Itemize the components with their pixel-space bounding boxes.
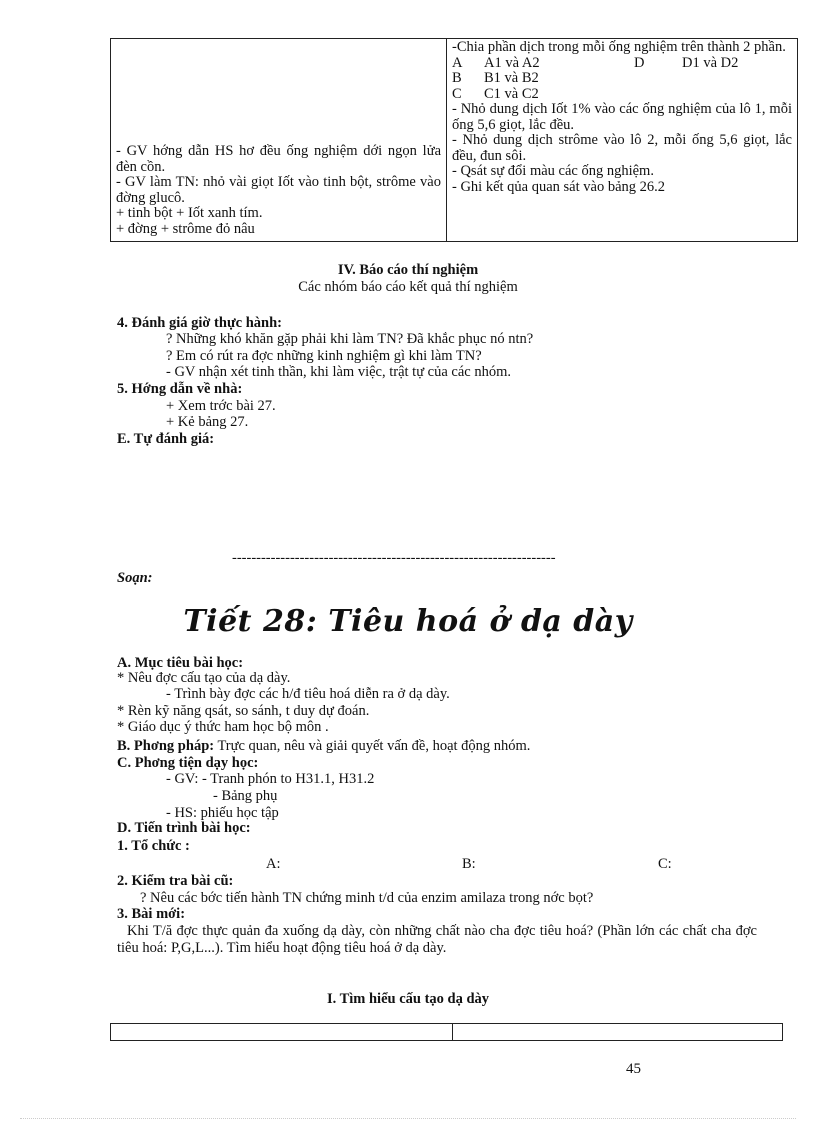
phuong-tien-heading: C. Phơng tiện dạy học:	[117, 755, 259, 771]
group-value: A1 và A2	[484, 54, 540, 71]
group-value: B1 và B2	[484, 70, 539, 86]
left-line-3: + tinh bột + Iốt xanh tím.	[116, 205, 263, 221]
tien-trinh-heading: D. Tiến trình bài học:	[117, 820, 251, 836]
bottom-table	[110, 1023, 783, 1041]
kiem-tra-heading: 2. Kiểm tra bài cũ:	[117, 873, 234, 889]
section-iv-heading: IV. Báo cáo thí nghiệm	[337, 262, 479, 278]
group-value: D1 và D2	[682, 54, 739, 71]
to-chuc-heading: 1. Tổ chức :	[117, 838, 190, 854]
to-chuc-a: A:	[266, 856, 281, 872]
danh-gia-line-1: ? Những khó khăn gặp phải khi làm TN? Đã khắc phục nó ntn?	[166, 331, 534, 347]
right-step-4: - Ghi kết qủa quan sát vào bảng 26.2	[452, 178, 666, 195]
right-step-3: - Qsát sự đổi màu các ống nghiệm.	[452, 163, 654, 179]
phuong-phap-text: Trực quan, nêu và giải quyết vấn đề, hoạt động nhóm.	[214, 738, 531, 754]
danh-gia-line-3: - GV nhận xét tinh thần, khi làm việc, trật tự của các nhóm.	[166, 364, 512, 380]
group-value: C1 và C2	[484, 85, 539, 102]
group-label: C	[452, 85, 462, 102]
section-i-heading: I. Tìm hiểu cấu tạo dạ dày	[326, 991, 490, 1007]
group-label: D	[634, 54, 645, 71]
bai-moi-heading: 3. Bài mới:	[117, 906, 186, 922]
kiem-tra-text: ? Nêu các bớc tiến hành TN chứng minh t/d của enzim amilaza trong nớc bọt?	[140, 890, 594, 906]
tu-danh-gia-heading: E. Tự đánh giá:	[117, 431, 215, 447]
danh-gia-line-2: ? Em có rút ra đợc những kinh nghiệm gì khi làm TN?	[166, 348, 482, 364]
section-iv-sub: Các nhóm báo cáo kết quả thí nghiệm	[298, 279, 518, 295]
group-row-a	[452, 56, 792, 72]
right-step-1: - Nhỏ dung dịch Iốt 1% vào các ống nghiệm của lô 1, mỗi ống 5,6 giọt, lắc đều.	[452, 101, 792, 133]
lesson-title: Tiết 28: Tiêu hoá ở dạ dày	[183, 604, 633, 639]
table-divider	[452, 1024, 453, 1040]
soan-label: Soạn:	[117, 570, 153, 586]
right-intro: -Chia phần dịch trong mỗi ống nghiệm trên thành 2 phần.	[452, 39, 786, 55]
left-line-2: - GV làm TN: nhỏ vài giọt Iốt vào tinh bột, strôme vào đờng glucô.	[116, 174, 441, 206]
muc-tieu-line-2: - Trình bày đợc các h/đ tiêu hoá diễn ra ở dạ dày.	[166, 686, 450, 702]
huong-dan-line-1: + Xem trớc bài 27.	[166, 398, 276, 414]
phuong-tien-bang: - Bảng phụ	[213, 788, 278, 804]
top-table	[110, 38, 798, 242]
phuong-phap-heading: B. Phơng pháp:	[117, 738, 215, 754]
muc-tieu-line-3: * Rèn kỹ năng qsát, so sánh, t duy dự đoán.	[117, 703, 370, 719]
bai-moi-text: Khi T/ă đợc thực quản đa xuống dạ dày, còn những chất nào cha đợc tiêu hoá? (Phần lớn các chất cha đợc tiêu hoá: P,G,L...). Tìm hiểu hoạt động tiêu hoá ở dạ dày.	[117, 923, 757, 956]
muc-tieu-line-4: * Giáo dục ý thức ham học bộ môn .	[117, 719, 329, 735]
huong-dan-line-2: + Kẻ bảng 27.	[166, 414, 249, 430]
left-line-1: - GV hớng dẫn HS hơ đều ống nghiệm dới ngọn lửa đèn cồn.	[116, 143, 441, 175]
right-step-2: - Nhỏ dung dịch strôme vào lô 2, mỗi ống 5,6 giọt, lắc đều, đun sôi.	[452, 132, 792, 164]
group-row-c	[452, 87, 792, 103]
huong-dan-heading: 5. Hớng dẫn về nhà:	[117, 381, 243, 397]
muc-tieu-line-1: * Nêu đợc cấu tạo của dạ dày.	[117, 670, 291, 686]
table-cell-right	[447, 39, 798, 242]
to-chuc-c: C:	[658, 856, 672, 872]
divider: -------------------------------------------------------------------	[232, 550, 556, 566]
footer-line	[20, 1118, 796, 1119]
muc-tieu-heading: A. Mục tiêu bài học:	[117, 655, 244, 671]
danh-gia-heading: 4. Đánh giá giờ thực hành:	[117, 315, 282, 331]
group-label: B	[452, 70, 462, 86]
page-number: 45	[626, 1061, 641, 1077]
group-label: A	[452, 54, 463, 71]
phuong-tien-hs: - HS: phiếu học tập	[166, 805, 279, 821]
group-row-b	[452, 71, 792, 87]
phuong-phap-row	[117, 738, 530, 754]
to-chuc-b: B:	[462, 856, 476, 872]
table-cell-left	[111, 39, 447, 242]
left-line-4: + đờng + strôme đỏ nâu	[116, 220, 255, 237]
phuong-tien-gv: - GV: - Tranh phón to H31.1, H31.2	[166, 771, 375, 787]
